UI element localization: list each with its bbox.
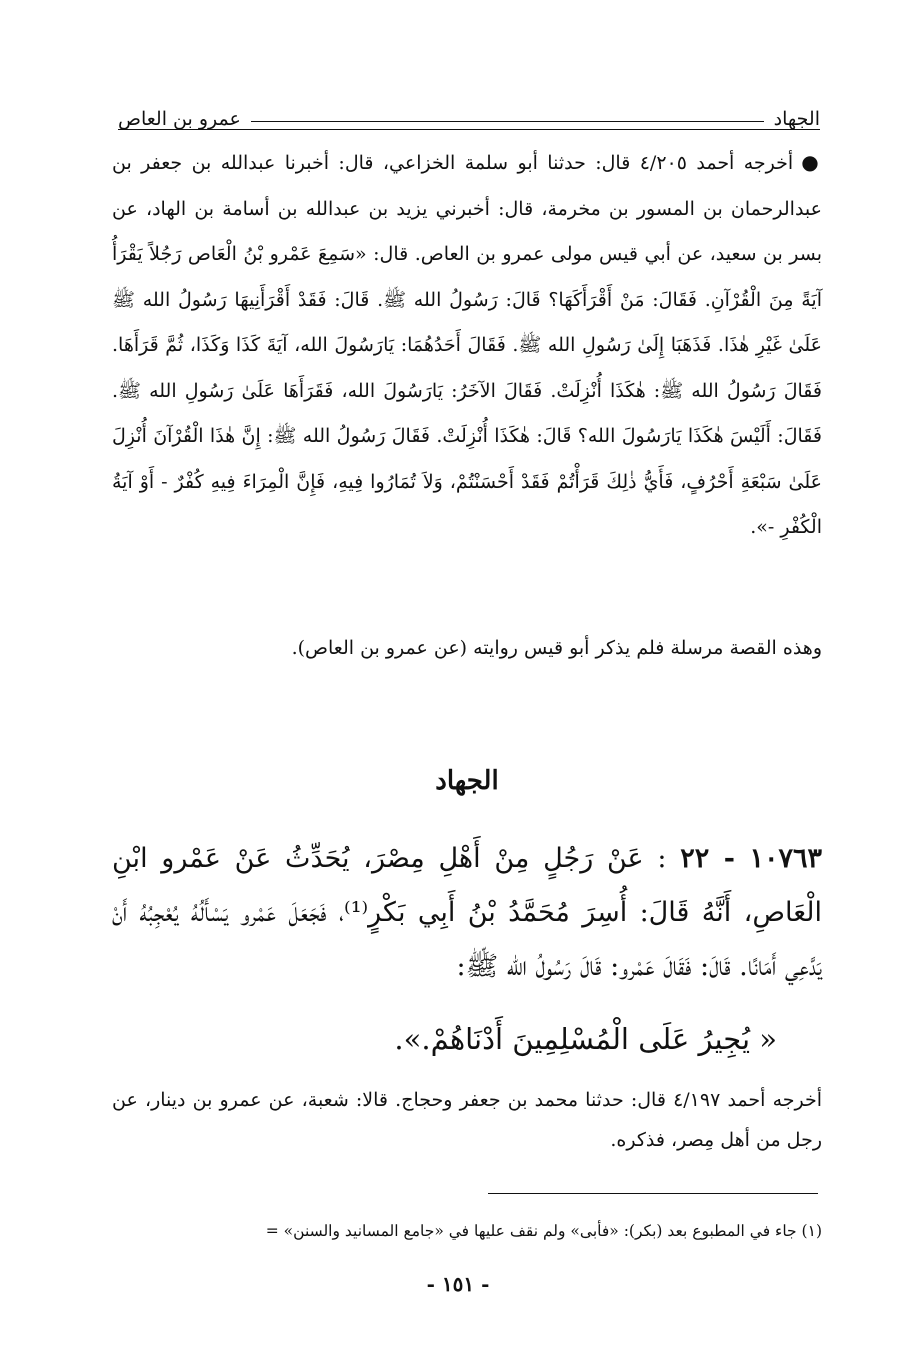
- footnote: (١) جاء في المطبوع بعد (بكر): «فأبى» ولم نقف عليها في «جامع المسانيد والسنن» =: [265, 1222, 822, 1240]
- header-underline: [118, 129, 820, 130]
- header-left-title: عمرو بن العاص: [118, 108, 241, 130]
- paragraph-note: وهذه القصة مرسلة فلم يذكر أبو قيس روايته (عن عمرو بن العاص).: [291, 637, 822, 659]
- running-header: [118, 96, 820, 130]
- header-rule: [251, 121, 764, 122]
- hadith-text: : عَنْ رَجُلٍ مِنْ أَهْلِ مِصْرَ، يُحَدِّثُ عَنْ عَمْرو ابْنِ الْعَاصِ، أَنَّهُ قَالَ: أُسِرَ مُحَمَّدُ بْنُ أَبِي بَكْرٍ⁽¹⁾، فَجَعَلَ عَمْرو يَسْأَلُهُ يُعْجِبُهُ أَنْ يَدَّعِي أَمَانًا. قَالَ: فَقَالَ عَمْرو: قَالَ رَسُولُ الله ﷺ:: [112, 843, 822, 982]
- header-right-title: الجهاد: [773, 108, 820, 130]
- page-number: - ١٥١ -: [426, 1272, 490, 1296]
- hadith-block: [112, 832, 822, 994]
- hadith-quote: « يُجِيرُ عَلَى الْمُسْلِمِينَ أَدْنَاهُمْ.».: [394, 1022, 777, 1056]
- section-title: الجهاد: [435, 766, 499, 796]
- hadith-number: ١٠٧٦٣ - ٢٢: [680, 843, 822, 874]
- footnote-divider: [488, 1193, 818, 1194]
- paragraph-1-text: أخرجه أحمد ٤/٢٠٥ قال: حدثنا أبو سلمة الخزاعي، قال: أخبرنا عبدالله بن جعفر بن عبدالرحمان بن المسور بن مخرمة، قال: أخبرني يزيد بن عبدالله بن أسامة بن الهاد، عن بسر بن سعيد، عن أبي قيس مولى عمرو بن العاص. قال: «سَمِعَ عَمْرو بْنُ الْعَاص رَجُلاً يَقْرَأُ آيَةً مِنَ الْقُرْآنِ. فَقَالَ: مَنْ أَقْرَأَكَهَا؟ قَالَ: رَسُولُ الله ﷺ. قَالَ: فَقَدْ أَقْرَأَنِيهَا رَسُولُ الله ﷺ عَلَىٰ غَيْرِ هٰذَا. فَذَهَبَا إِلَىٰ رَسُولِ الله ﷺ. فَقَالَ أَحَدُهُمَا: يَارَسُولَ الله، آيَةَ كَذَا وَكَذَا، ثُمَّ قَرَأَهَا. فَقَالَ رَسُولُ الله ﷺ: هٰكَذَا أُنْزِلَتْ. فَقَالَ الآخَرُ: يَارَسُولَ الله، فَقَرَأَهَا عَلَىٰ رَسُولِ الله ﷺ. فَقَالَ: أَلَيْسَ هٰكَذَا يَارَسُولَ الله؟ قَالَ: هٰكَذَا أُنْزِلَتْ. فَقَالَ رَسُولُ الله ﷺ: إِنَّ هٰذَا الْقُرْآنَ أُنْزِلَ عَلَىٰ سَبْعَةِ أَحْرُفٍ، فَأَيُّ ذٰلِكَ قَرَأْتُمْ فَقَدْ أَحْسَنْتُمْ، وَلاَ تُمَارُوا فِيهِ، فَإِنَّ الْمِرَاءَ فِيهِ كُفْرٌ - أَوْ آيَةُ الْكُفْرِ -».: [112, 152, 822, 538]
- bullet-icon: ●: [801, 150, 823, 174]
- paragraph-takhrij-1: [112, 140, 822, 551]
- takhrij-paragraph: أخرجه أحمد ٤/١٩٧ قال: حدثنا محمد بن جعفر وحجاج. قالا: شعبة، عن عمرو بن دينار، عن رجل من أهل مِصر، فذكره.: [112, 1089, 823, 1151]
